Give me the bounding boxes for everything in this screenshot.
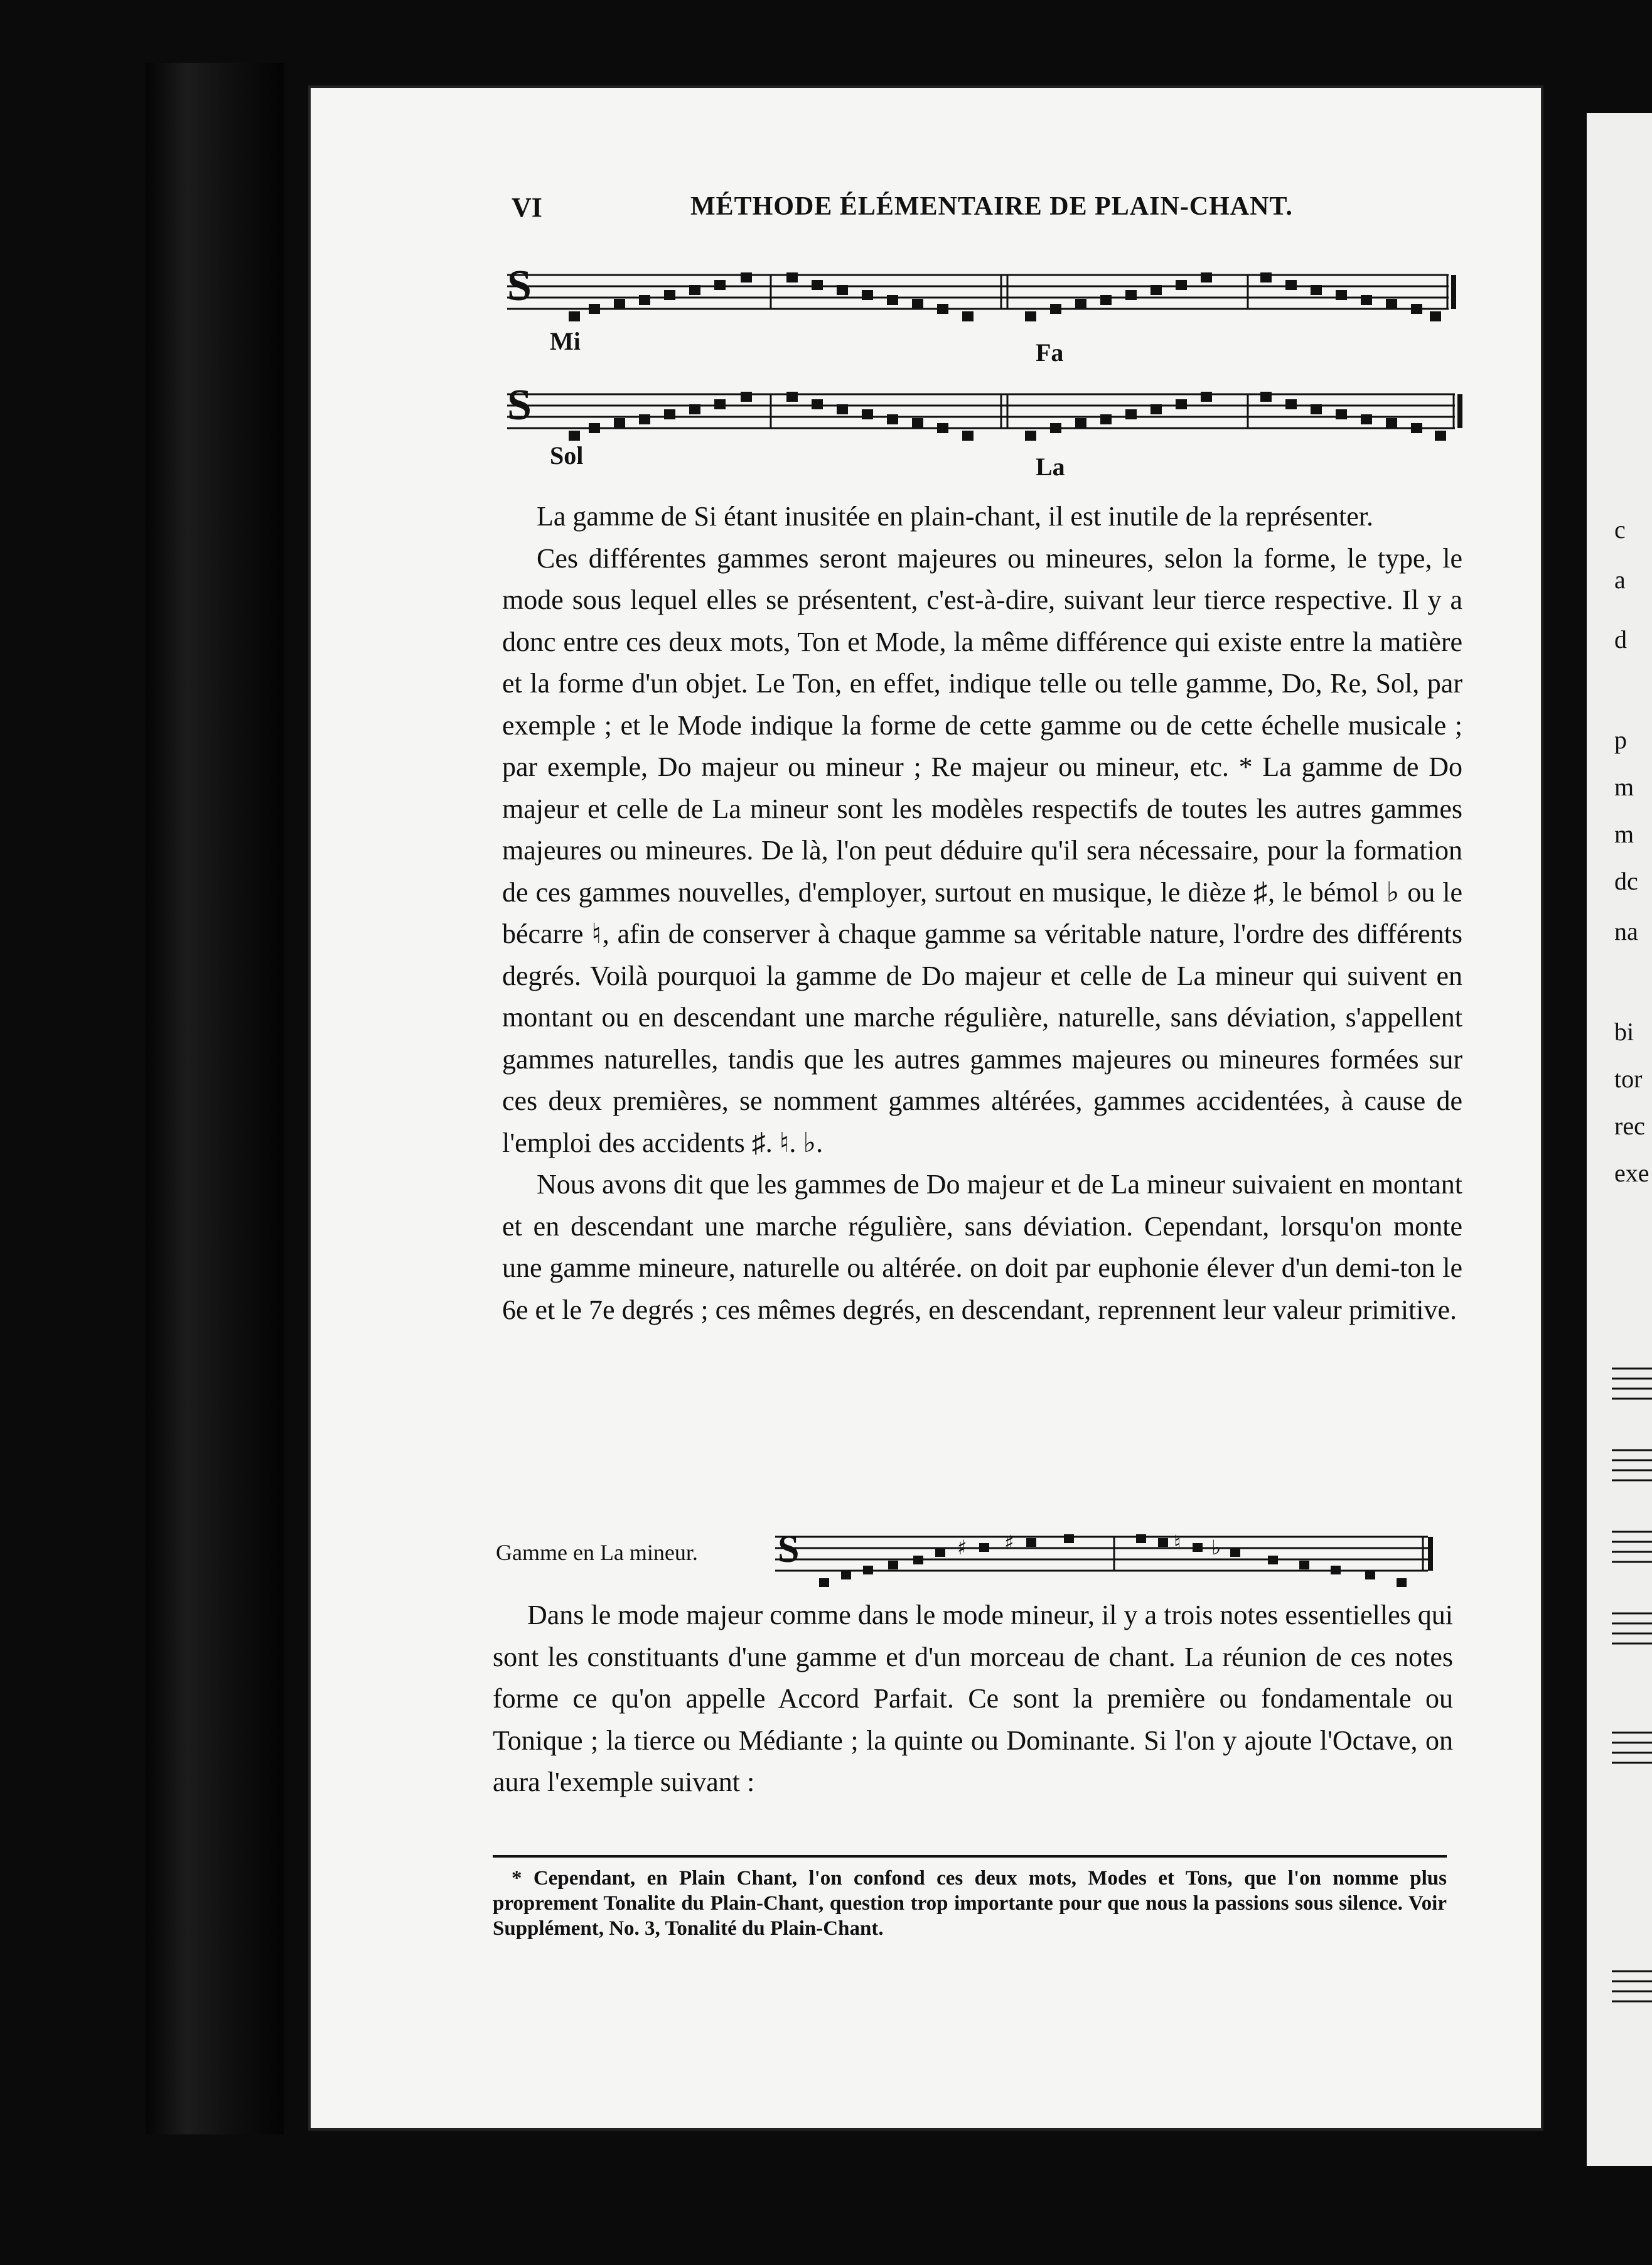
svg-text:S: S [507,264,532,310]
staff-label-sol: Sol [550,441,584,470]
paragraph: Nous avons dit que les gammes de Do majeur et de La mineur suivaient en montant et en descendant une marche régulière, sans déviation. Cependant, lorsqu'on monte une gamme mineure, naturelle ou altérée. on doit par euphonie élever d'un demi-ton le 6e et le 7e degrés ; ces mêmes degrés, en descendant, reprennent leur valeur primitive. [502,1169,1462,1325]
paragraph: Ces différentes gammes seront majeures ou mineures, selon la forme, le type, le mode sous lequel elles se présentent, c'est-à-dire, suivant leur tierce respective. Il y a donc entre ces deux mots, Ton et Mode, la même différence qui existe entre la matière et la forme d'un objet. Le Ton, en effet, indique telle ou telle gamme, Do, Re, Sol, par exemple ; et le Mode indique la forme de cette gamme ou de cette échelle musicale ; par exemple, Do majeur ou mineur ; Re majeur ou mineur, etc. * La gamme de Do majeur et celle de La mineur sont les modèles respectifs de toutes les autres gammes majeures ou mineures. De là, l'on peut déduire qu'il sera nécessaire, pour la formation de ces gammes nouvelles, d'employer, surtout en musique, le dièze ♯, le bémol ♭ ou le bécarre ♮, afin de conserver à chaque gamme sa véritable nature, l'ordre des différents degrés. Voilà pourquoi la gamme de Do majeur et celle de La mineur qui suivent en montant ou en descendant une marche régulière, naturelle, sans déviation, s'appellent gammes naturelles, tandis que les autres gammes majeures ou mineures formées sur ces deux premières, se nomment gammes altérées, gammes accidentées, à cause de l'emploi des accidents ♯. ♮. ♭. [502,542,1462,1158]
svg-text:S: S [507,383,532,429]
next-page-staff [1612,1601,1652,1657]
gamme-label: Gamme en La mineur. [496,1540,698,1565]
staff-label-la: La [1036,453,1065,481]
plainchant-staff-2 [507,383,1474,458]
footnote-rule [493,1855,1447,1858]
svg-text:♯: ♯ [957,1536,967,1559]
next-page-fragment: a [1614,566,1626,594]
staff-label-fa: Fa [1036,338,1064,367]
svg-text:♭: ♭ [1211,1536,1221,1559]
next-page-staff [1612,1519,1652,1576]
la-minor-scale-example [496,1525,1450,1601]
body-text-continued [493,1595,1453,1804]
page-folio: VI [512,192,542,223]
svg-text:♮: ♮ [1174,1531,1181,1554]
next-page-staff [1612,1438,1652,1494]
next-page-staff [1612,1959,1652,2015]
next-page-fragment: c [1614,515,1626,544]
footnote-text: * Cependant, en Plain Chant, l'on confond ces deux mots, Modes et Tons, que l'on nomme plus proprement Tonalite du Plain-Chant, question trop importante pour que nous la passions sous silence. Voir Supplément, No. 3, Tonalité du Plain-Chant. [493,1867,1447,1940]
footnote [493,1866,1447,1941]
next-page-staff [1612,1720,1652,1777]
la-minor-staff [775,1525,1447,1595]
adjacent-page-edge [1587,113,1652,2166]
paragraph: La gamme de Si étant inusitée en plain-chant, il est inutile de la représenter. [537,501,1373,532]
next-page-staff [1612,1356,1652,1412]
staff-label-mi: Mi [550,327,581,355]
next-page-fragment: m [1614,820,1634,848]
next-page-fragment: dc [1614,867,1638,895]
next-page-fragment: na [1614,917,1638,945]
body-text [502,496,1462,1331]
music-example-row-2 [507,383,1474,508]
next-page-fragment: m [1614,773,1634,801]
next-page-fragment: exe [1614,1159,1649,1187]
paragraph: Dans le mode majeur comme dans le mode mineur, il y a trois notes essentielles qui sont les constituants d'une gamme et d'un morceau de chant. La réunion de ces notes forme ce qu'on appelle Accord Parfait. Ce sont la première ou fondamentale ou Tonique ; la tierce ou Médiante ; la quinte ou Dominante. Si l'on y ajoute l'Octave, on aura l'exemple suivant : [493,1600,1453,1797]
next-page-fragment: bi [1614,1018,1634,1046]
next-page-fragment: tor [1614,1065,1643,1093]
svg-text:♯: ♯ [1004,1531,1014,1554]
running-title: MÉTHODE ÉLÉMENTAIRE DE PLAIN-CHANT. [690,192,1293,221]
svg-text:S: S [778,1528,800,1571]
music-example-row-1 [507,264,1474,389]
book-binding [146,63,284,2134]
plainchant-staff-1 [507,264,1474,339]
next-page-fragment: p [1614,726,1627,754]
next-page-fragment: d [1614,625,1627,654]
next-page-fragment: rec [1614,1112,1645,1140]
